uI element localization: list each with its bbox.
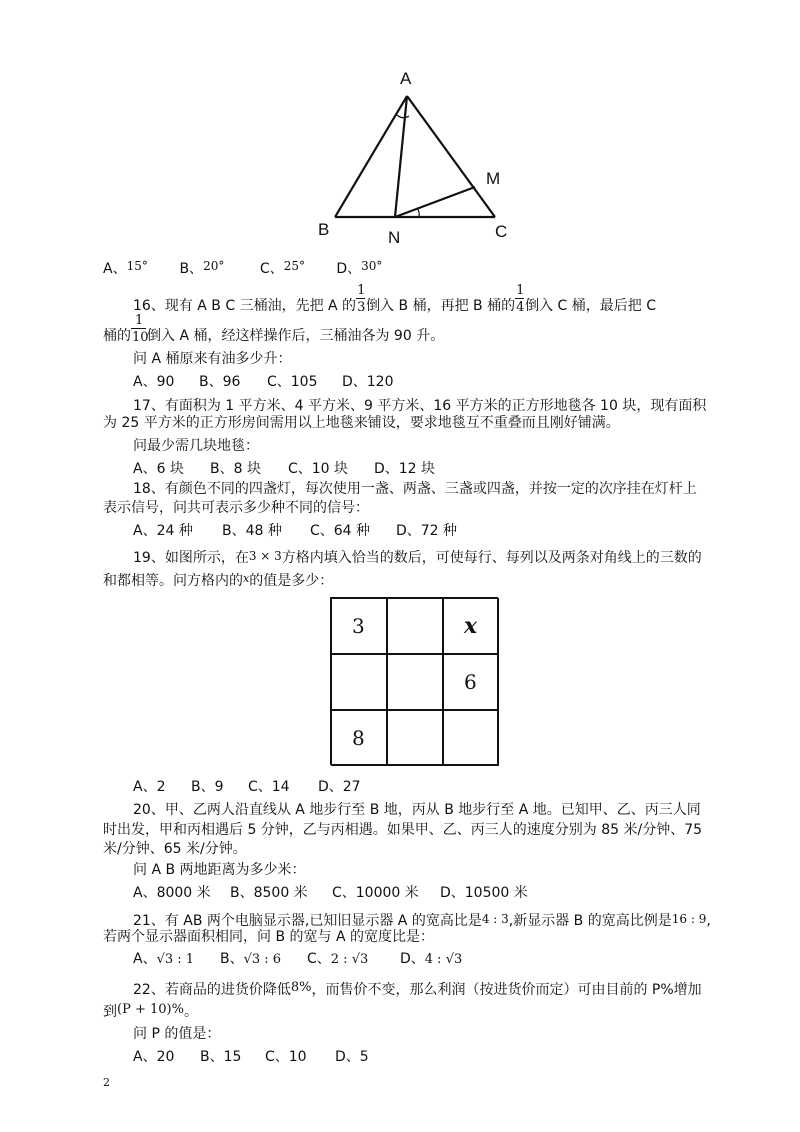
grid-cell-x: x	[443, 598, 499, 654]
vertex-label-c: C	[495, 222, 508, 241]
q16-option-b: B、96	[199, 374, 241, 390]
q15-option-b: B、20°	[179, 259, 225, 277]
q20-option-c: C、10000 米	[332, 885, 419, 901]
q19-line-1: 19、如图所示，在3 × 3方格内填入恰当的数后，可使每行、每列以及两条对角线上的三数的	[133, 549, 702, 566]
segment-nm	[395, 187, 475, 217]
q15-option-d: D、30°	[336, 259, 383, 277]
q22-options	[133, 1048, 369, 1066]
q22-option-d: D、5	[335, 1049, 369, 1065]
q17-option-b: B、8 块	[210, 461, 261, 477]
q16-line-2: 桶的 $\frac{1}{10}$ 倒入 A 桶，经这样操作后，三桶油各为 90 升。	[103, 313, 445, 345]
q19-option-d: D、27	[318, 779, 361, 795]
q19-option-c: C、14	[248, 779, 290, 795]
q20-option-b: B、8500 米	[230, 885, 308, 901]
q22-option-b: B、15	[200, 1049, 242, 1065]
q16-options	[133, 373, 394, 391]
q22-option-c: C、10	[265, 1049, 307, 1065]
q21-options	[133, 950, 462, 969]
page-number: 2	[103, 1076, 110, 1089]
grid-cell: 6	[443, 654, 499, 710]
edge-ac	[407, 96, 495, 217]
vertex-label-m: M	[486, 169, 501, 188]
q17-line-2: 为 25 平方米的正方形房间需用以上地毯来铺设，要求地毯互不重叠而且刚好铺满。	[103, 415, 620, 431]
q21-option-d: D、4 : √3	[400, 951, 463, 967]
q15-options	[103, 257, 382, 278]
q18-options	[133, 522, 457, 540]
q16-option-d: D、120	[342, 374, 394, 390]
angle-mark-n	[417, 208, 419, 217]
q18-option-c: C、64 种	[310, 523, 371, 539]
q20-options	[133, 884, 528, 902]
vertex-label-n: N	[388, 228, 401, 247]
q15-option-c: C、25°	[259, 259, 305, 277]
q21-option-c: C、2 : √3	[307, 951, 369, 967]
grid-cell	[387, 654, 443, 710]
grid-cell: 8	[331, 710, 387, 766]
q16-option-a: A、90	[133, 374, 175, 390]
q18-option-a: A、24 种	[133, 523, 193, 539]
q19-option-a: A、2	[133, 779, 166, 795]
q19-option-b: B、9	[191, 779, 224, 795]
grid-cell	[331, 654, 387, 710]
q16-fraction-1: $\frac{1}{3}$	[357, 283, 366, 315]
grid-cell	[387, 710, 443, 766]
grid-cell	[443, 710, 499, 766]
q20-option-a: A、8000 米	[133, 885, 211, 901]
q22-line-2: 到(P + 10)%。	[103, 1002, 198, 1020]
grid-cell	[387, 598, 443, 654]
q19-line-2: 和都相等。问方格内的$^x$的值是多少：	[103, 572, 334, 589]
q17-line-1: 17、有面积为 1 平方米、4 平方米、9 平方米、16 平方米的正方形地毯各 10 块，现有面积	[133, 398, 707, 414]
q18-option-b: B、48 种	[222, 523, 282, 539]
q19-options	[133, 778, 361, 796]
q16-fraction-3: $\frac{1}{10}$	[132, 313, 149, 345]
q16-line-1: 16、现有 A B C 三桶油，先把 A 的 $\frac{1}{3}$ 倒入 B 桶，再把 B 桶的 $\frac{1}{4}$ 倒入 C 桶，最后把 C	[133, 283, 656, 315]
q17-option-d: D、12 块	[374, 461, 436, 477]
triangle-figure	[300, 60, 530, 250]
q16-fraction-2: $\frac{1}{4}$	[516, 283, 525, 315]
q20-line-1: 20、甲、乙两人沿直线从 A 地步行至 B 地，丙从 B 地步行至 A 地。已知甲、乙、丙三人同	[133, 802, 701, 818]
angle-mark-a	[397, 115, 409, 118]
q16-option-c: C、105	[267, 374, 318, 390]
magic-square-grid	[330, 597, 498, 765]
q20-question: 问 A B 两地距离为多少米：	[133, 862, 306, 878]
q18-line-2: 表示信号，问共可表示多少种不同的信号：	[103, 500, 369, 516]
q21-option-a: A、√3 : 1	[133, 951, 195, 967]
q22-line-1: 22、若商品的进货价降低8%，而售价不变，那么利润（按进货价而定）可由目前的 P%增加	[133, 980, 702, 998]
grid-cell: 3	[331, 598, 387, 654]
q20-option-d: D、10500 米	[440, 885, 528, 901]
q22-question: 问 P 的值是：	[133, 1026, 221, 1042]
q17-question: 问最少需几块地毯：	[133, 438, 259, 454]
q21-option-b: B、√3 : 6	[220, 951, 282, 967]
q17-options	[133, 460, 435, 478]
q21-line-1: 21、有 AB 两个电脑显示器,已知旧显示器 A 的宽高比是4 : 3,新显示器 B 的宽高比例是16 : 9,	[133, 912, 711, 929]
q18-line-1: 18、有颜色不同的四盏灯，每次使用一盏、两盏、三盏或四盏，并按一定的次序挂在灯杆上	[133, 481, 697, 497]
vertex-label-a: A	[400, 69, 412, 88]
q20-line-3: 米/分钟、65 米/分钟。	[103, 841, 247, 857]
q16-question: 问 A 桶原来有油多少升：	[133, 351, 292, 367]
q17-option-a: A、6 块	[133, 461, 184, 477]
q22-option-a: A、20	[133, 1049, 175, 1065]
vertex-label-b: B	[318, 220, 330, 239]
q18-option-d: D、72 种	[396, 523, 458, 539]
q20-line-2: 时出发，甲和丙相遇后 5 分钟，乙与丙相遇。如果甲、乙、丙三人的速度分别为 85 米/分钟、75	[103, 822, 703, 838]
q17-option-c: C、10 块	[288, 461, 349, 477]
q15-option-a: A、15°	[103, 259, 148, 277]
q21-line-2: 若两个显示器面积相同，问 B 的宽与 A 的宽度比是：	[103, 929, 434, 945]
